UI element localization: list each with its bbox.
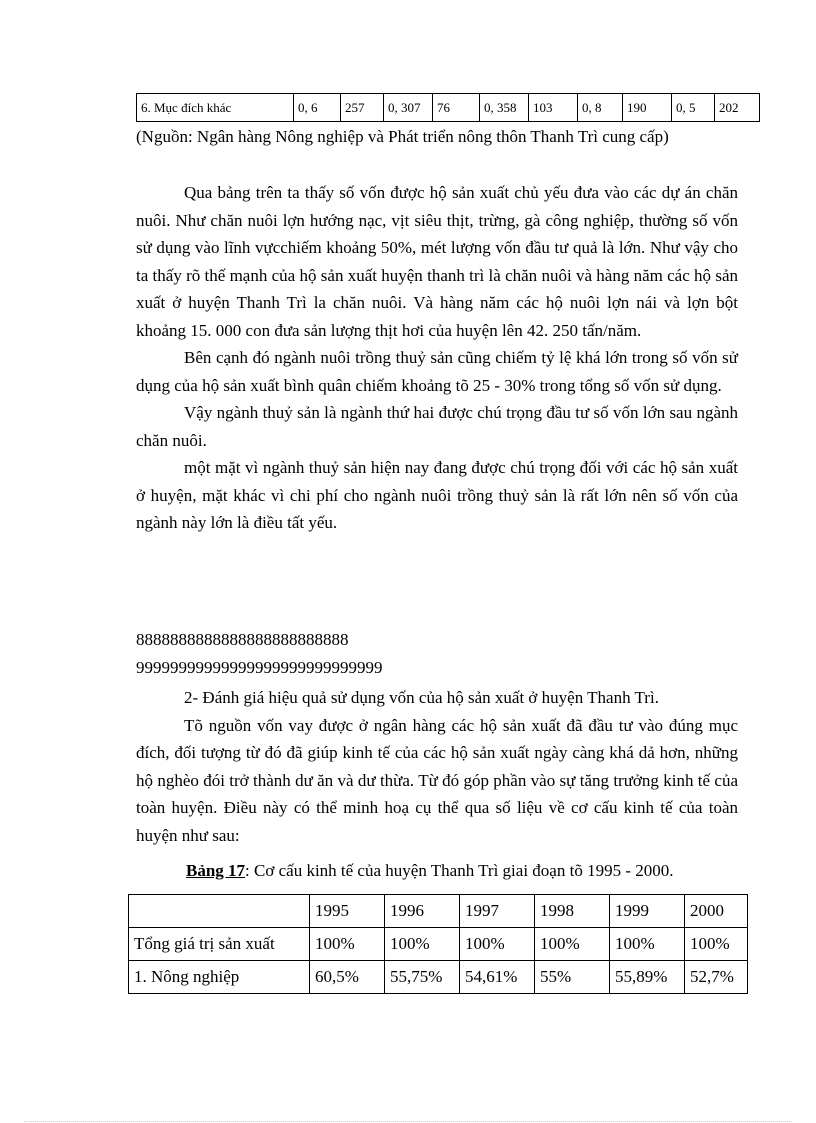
- table-cell: 55,75%: [385, 961, 460, 994]
- paragraph: Bên cạnh đó ngành nuôi trồng thuỷ sản cũng chiếm tỷ lệ khá lớn trong số vốn sử dụng của hộ sản xuất bình quân chiếm khoảng tõ 25 - 30% trong tổng số vốn sử dụng.: [136, 348, 738, 395]
- section-heading: 2- Đánh giá hiệu quả sử dụng vốn của hộ sản xuất ở huyện Thanh Trì.: [184, 688, 659, 707]
- table-cell: 100%: [385, 928, 460, 961]
- table-cell: 0, 8: [578, 94, 623, 122]
- year-header: 2000: [685, 895, 748, 928]
- section-paragraph: Tõ nguồn vốn vay được ở ngân hàng các hộ sản xuất đã đầu tư vào đúng mục đích, đối tượng từ đó đã giúp kinh tế của các hộ sản xuất ngày càng khá dả hơn, những hộ nghèo đói trở thành dư ăn và dư thừa. Từ đó góp phần vào sự tăng trưởng kinh tế của toàn huyện. Điều này có thể minh hoạ cụ thể qua số liệu về cơ cấu kinh tế của toàn huyện như sau:: [136, 715, 738, 845]
- table-cell: 76: [433, 94, 480, 122]
- table-caption-text: : Cơ cấu kinh tế của huyện Thanh Trì giai đoạn tõ 1995 - 2000.: [245, 861, 674, 880]
- table-row: [129, 928, 748, 961]
- analysis-body: [136, 179, 738, 537]
- table-caption-label: Bảng 17: [186, 861, 246, 880]
- table-cell: 0, 6: [294, 94, 341, 122]
- table-cell: 100%: [685, 928, 748, 961]
- row-label-cell: Tổng giá trị sản xuất: [129, 928, 310, 961]
- table-cell: 55%: [535, 961, 610, 994]
- table-cell: 100%: [535, 928, 610, 961]
- header-empty-cell: [129, 895, 310, 928]
- paragraph: một mặt vì ngành thuỷ sản hiện nay đang được chú trọng đối với các hộ sản xuất ở huyện, mặt khác vì chi phí cho ngành nuôi trồng thuỷ sản là rất lớn nên số vốn của ngành này lớn là điều tất yếu.: [136, 458, 738, 532]
- section-2: [136, 684, 738, 849]
- table-row: [129, 961, 748, 994]
- table-cell: 190: [623, 94, 672, 122]
- allocation-table-fragment: [136, 93, 760, 122]
- row-label-cell: 1. Nông nghiệp: [129, 961, 310, 994]
- year-header: 1996: [385, 895, 460, 928]
- table-cell: 103: [529, 94, 578, 122]
- table-cell: 0, 5: [672, 94, 715, 122]
- table-cell: 0, 307: [384, 94, 433, 122]
- economic-structure-table: [128, 894, 748, 994]
- table-header-row: [129, 895, 748, 928]
- source-note: (Nguồn: Ngân hàng Nông nghiệp và Phát triển nông thôn Thanh Trì cung cấp): [136, 127, 669, 146]
- page-bottom-divider: [24, 1121, 792, 1122]
- year-header: 1999: [610, 895, 685, 928]
- table-cell: 52,7%: [685, 961, 748, 994]
- filler-line-nines: 99999999999999999999999999999: [136, 658, 383, 677]
- paragraph: Vậy ngành thuỷ sản là ngành thứ hai được chú trọng đầu tư số vốn lớn sau ngành chăn nuôi.: [136, 403, 738, 450]
- table-cell: 54,61%: [460, 961, 535, 994]
- table-row: [137, 94, 760, 122]
- row-label-cell: 6. Mục đích khác: [137, 94, 294, 122]
- table-cell: 0, 358: [480, 94, 529, 122]
- table-cell: 100%: [610, 928, 685, 961]
- filler-line-eights: 8888888888888888888888888: [136, 630, 349, 649]
- table-cell: 100%: [310, 928, 385, 961]
- year-header: 1997: [460, 895, 535, 928]
- table-cell: 202: [715, 94, 760, 122]
- year-header: 1995: [310, 895, 385, 928]
- table-caption: [186, 861, 673, 881]
- paragraph: Qua bảng trên ta thấy số vốn được hộ sản xuất chủ yếu đưa vào các dự án chăn nuôi. Như chăn nuôi lợn hướng nạc, vịt siêu thịt, trừng, gà công nghiệp, thường số vốn sử dụng vào lĩnh vựcchiếm khoảng 50%, mét lượng vốn đầu tư quả là lớn. Như vậy cho ta thấy rõ thế mạnh của hộ sản xuất huyện thanh trì là chăn nuôi và hàng năm các hộ sản xuất ở huyện Thanh Trì la chăn nuôi. Và hàng năm các hộ nuôi lợn nái và lợn bột khoảng 15. 000 con đưa sản lượng thịt hơi của huyện lên 42. 250 tấn/năm.: [136, 183, 738, 340]
- table-cell: 55,89%: [610, 961, 685, 994]
- table-cell: 100%: [460, 928, 535, 961]
- year-header: 1998: [535, 895, 610, 928]
- table-cell: 60,5%: [310, 961, 385, 994]
- table-cell: 257: [341, 94, 384, 122]
